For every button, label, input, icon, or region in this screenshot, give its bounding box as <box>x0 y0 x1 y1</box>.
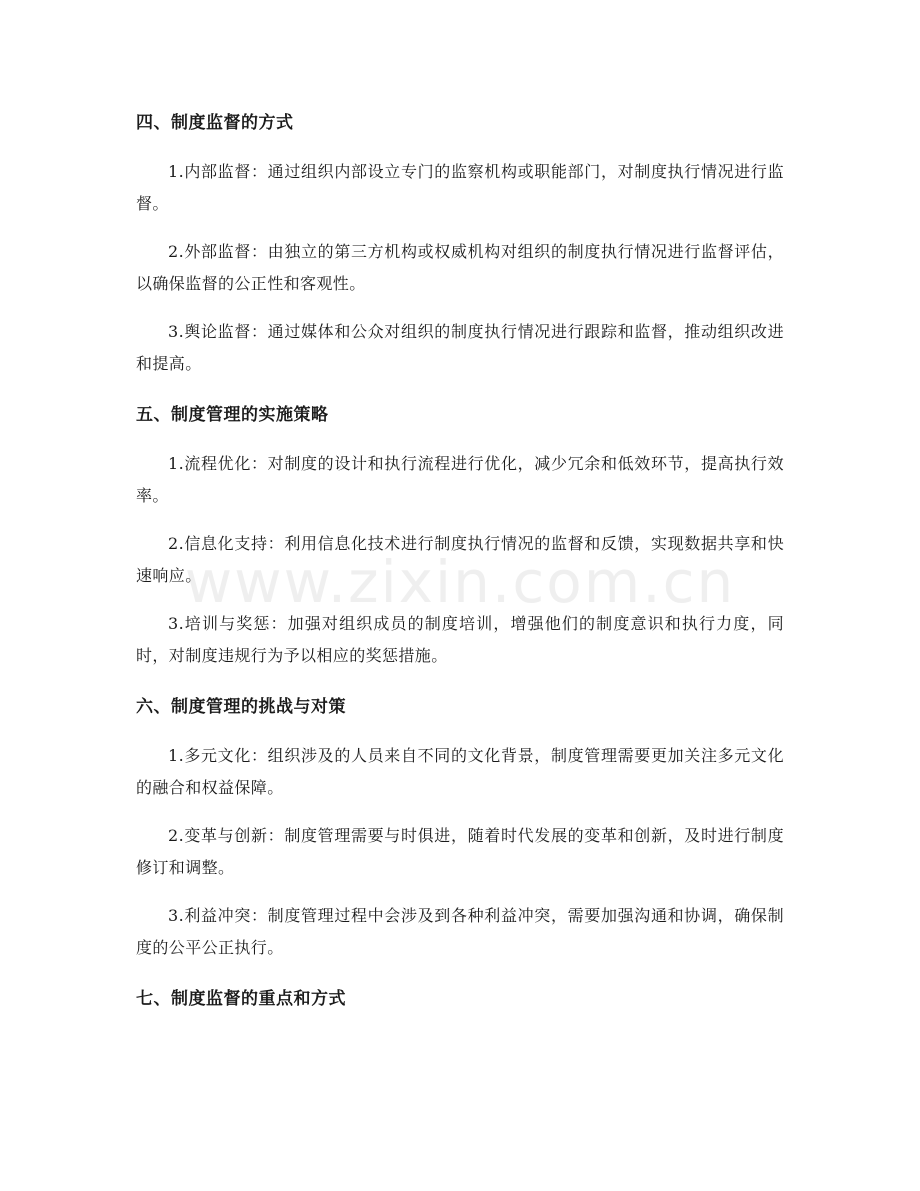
paragraph: 2.信息化支持：利用信息化技术进行制度执行情况的监督和反馈，实现数据共享和快速响应。 <box>136 534 784 585</box>
paragraph: 1.内部监督：通过组织内部设立专门的监察机构或职能部门，对制度执行情况进行监督。 <box>136 162 784 213</box>
section-heading: 四、制度监督的方式 <box>136 113 294 133</box>
paragraph: 2.外部监督：由独立的第三方机构或权威机构对组织的制度执行情况进行监督评估，以确保监督的公正性和客观性。 <box>136 242 784 293</box>
paragraph: 2.变革与创新：制度管理需要与时俱进，随着时代发展的变革和创新，及时进行制度修订和调整。 <box>136 826 784 877</box>
section-7 <box>136 984 784 1014</box>
paragraph: 1.多元文化：组织涉及的人员来自不同的文化背景，制度管理需要更加关注多元文化的融合和权益保障。 <box>136 746 784 797</box>
watermark: www.zixin.com.cn <box>184 548 736 616</box>
paragraph: 3.舆论监督：通过媒体和公众对组织的制度执行情况进行跟踪和监督，推动组织改进和提高。 <box>136 322 784 373</box>
paragraph: 3.利益冲突：制度管理过程中会涉及到各种利益冲突，需要加强沟通和协调，确保制度的公平公正执行。 <box>136 906 784 957</box>
section-heading: 五、制度管理的实施策略 <box>136 405 329 425</box>
document-body <box>136 108 784 1032</box>
paragraph: 3.培训与奖惩：加强对组织成员的制度培训，增强他们的制度意识和执行力度，同时，对制度违规行为予以相应的奖惩措施。 <box>136 614 784 665</box>
section-heading: 六、制度管理的挑战与对策 <box>136 697 346 717</box>
section-4 <box>136 108 784 380</box>
section-5 <box>136 400 784 672</box>
paragraph: 1.流程优化：对制度的设计和执行流程进行优化，减少冗余和低效环节，提高执行效率。 <box>136 454 784 505</box>
section-heading: 七、制度监督的重点和方式 <box>136 989 346 1009</box>
section-6 <box>136 692 784 964</box>
